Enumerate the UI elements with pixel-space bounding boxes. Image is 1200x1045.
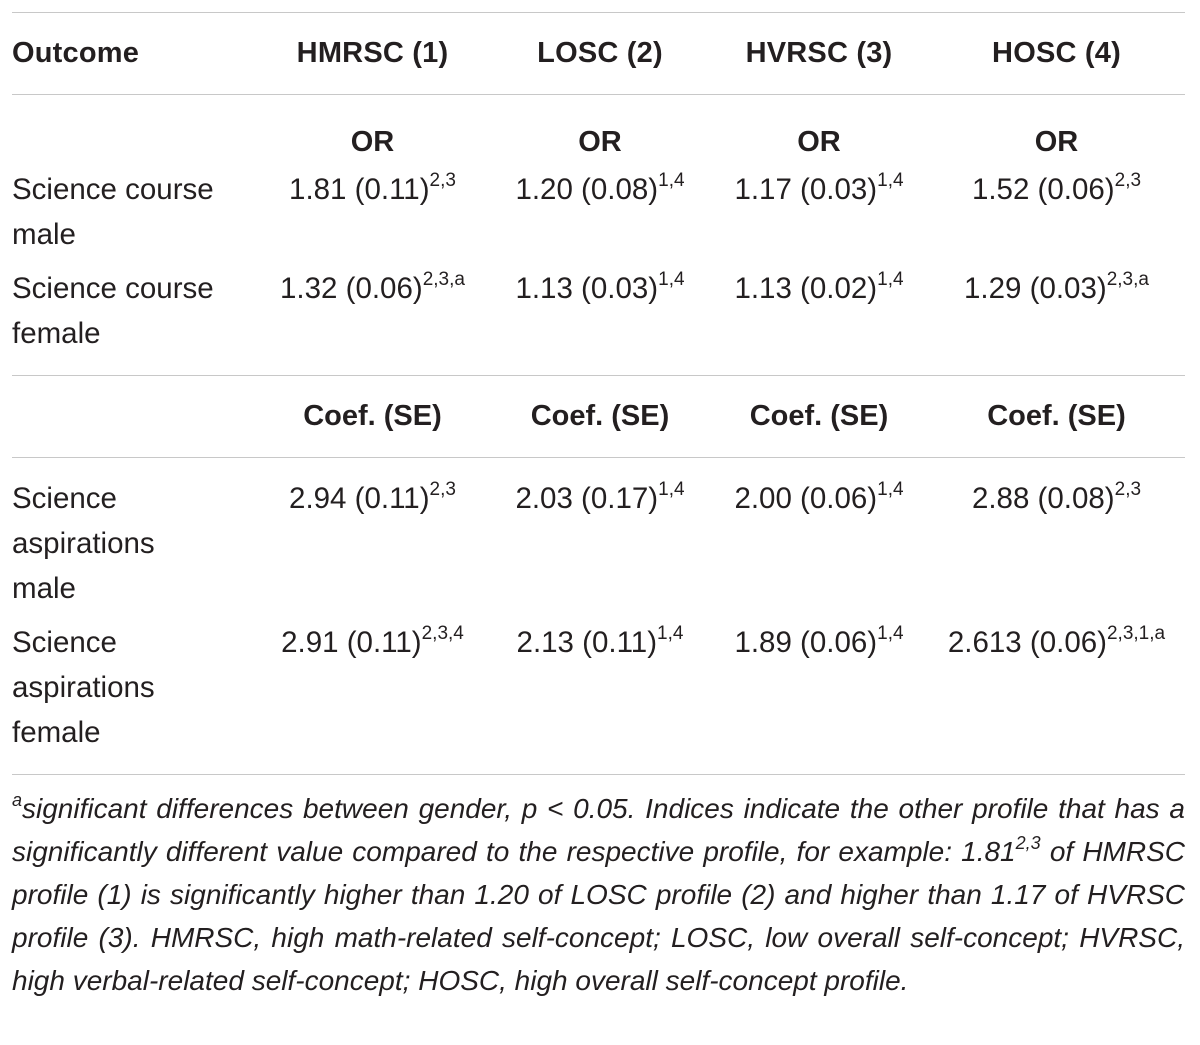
table-cell: 2.613 $(0.06)^{2,3,1,a}$ [947,623,1166,659]
table-row [12,167,1185,257]
row-label-line: Science [12,626,117,659]
row-label [12,266,255,356]
table-cell: 1.89 $(0.06)^{1,4}$ [734,623,904,659]
row-label-line: aspirations [12,671,155,704]
table-cell: 1.13 $(0.02)^{1,4}$ [734,269,904,305]
footnote-sup: 2,3 [1015,833,1041,853]
table-row [12,620,1185,755]
coef-subheader-row [12,376,1185,457]
table-footnote [12,775,1185,1002]
row-label-line: Science course [12,272,214,305]
footnote-text-2: of HMRSC profile (1) is significantly higher than 1.20 of LOSC profile (2) and higher than 1.17 of HVRSC profile (3). HMRSC, high math-related self-concept; LOSC, low overall self-concept; HVRSC, high verbal-related self-concept; HOSC, high overall self-concept profile. [12,836,1185,996]
table-cell: 1.32 $(0.06)^{2,3,a}$ [280,269,465,305]
table-cell: 1.17 $(0.03)^{1,4}$ [734,170,904,206]
table-row [12,266,1185,356]
or-label-1: OR [350,126,395,158]
table-cell: 1.20 $(0.08)^{1,4}$ [515,170,685,206]
header-row [12,13,1185,94]
results-table [12,12,1185,1002]
coef-label-1: Coef. (SE) [303,400,442,432]
table-cell: 1.29 $(0.03)^{2,3,a}$ [964,269,1149,305]
table-cell: 1.13 $(0.03)^{1,4}$ [515,269,685,305]
row-label [12,167,255,257]
header-outcome: Outcome [12,37,140,69]
header-hosc: HOSC (4) [992,37,1121,69]
table-cell: 2.94 $(0.11)^{2,3}$ [289,479,456,515]
table-cell: 2.00 $(0.06)^{1,4}$ [734,479,904,515]
table-cell: 2.13 $(0.11)^{1,4}$ [516,623,684,659]
table-cell: 1.52 $(0.06)^{2,3}$ [971,170,1142,206]
table-cell: 2.91 $(0.11)^{2,3,4}$ [281,623,464,659]
coef-label-3: Coef. (SE) [749,400,889,432]
coef-rule [12,457,1185,458]
footnote-text-1: significant differences between gender, p < 0.05. Indices indicate the other profile that has a significantly different value compared to the respective profile, for example: 1.81 [12,793,1185,867]
row-label [12,620,255,755]
table-row [12,476,1185,611]
coef-label-2: Coef. (SE) [530,400,670,432]
header-hmrsc: HMRSC (1) [296,37,449,69]
row-label-line: male [12,218,76,251]
table-cell: 2.03 $(0.17)^{1,4}$ [515,479,685,515]
row-label-line: Science [12,482,117,515]
header-hvrsc: HVRSC (3) [745,37,893,69]
row-label-line: aspirations [12,527,155,560]
row-label-line: male [12,572,76,605]
or-label-3: OR [797,126,841,158]
table-cell: 2.88 $(0.08)^{2,3}$ [971,479,1142,515]
header-losc: LOSC (2) [537,37,663,69]
row-label-line: Science course [12,173,214,206]
or-subheader-row [12,95,1185,159]
row-label [12,476,255,611]
row-label-line: female [12,317,101,350]
coef-label-4: Coef. (SE) [987,400,1126,432]
table-cell: 1.81 $(0.11)^{2,3}$ [289,170,456,206]
footnote-marker: a [12,790,23,810]
or-label-2: OR [578,126,622,158]
row-label-line: female [12,716,101,749]
or-label-4: OR [1034,126,1079,158]
